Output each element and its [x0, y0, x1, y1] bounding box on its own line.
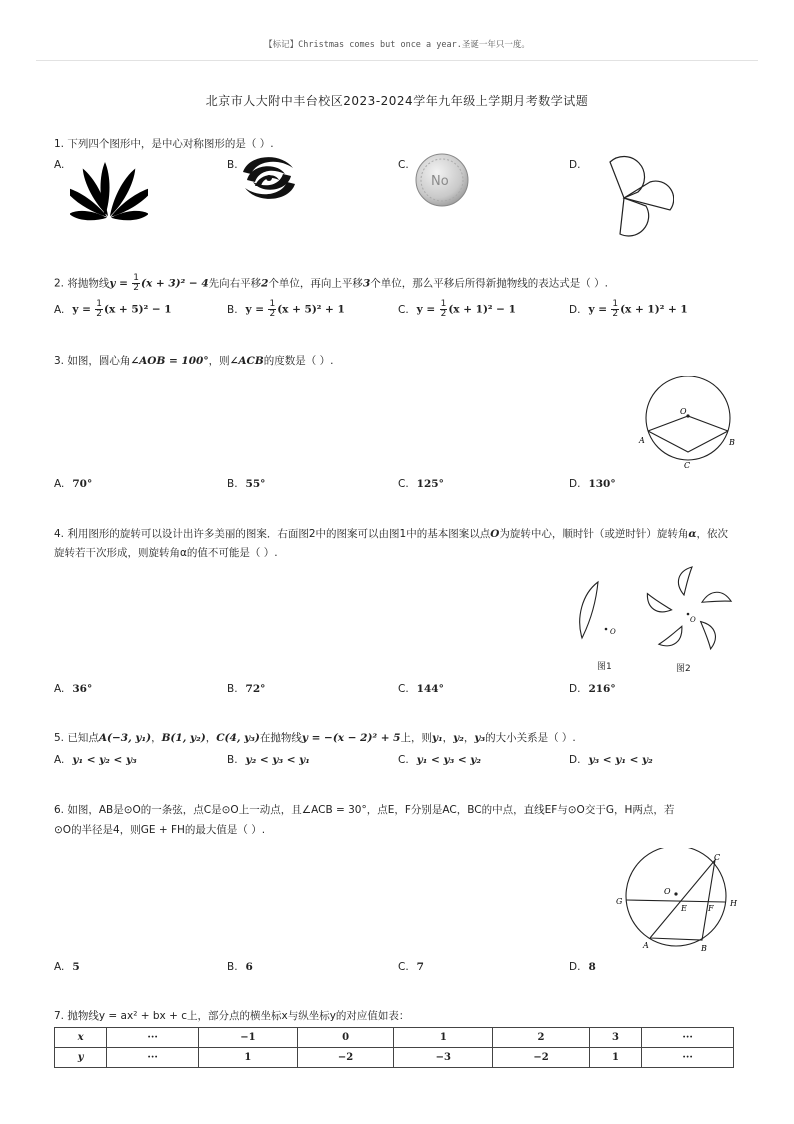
q5-option-b-value: y₂ < y₃ < y₁ [245, 754, 310, 766]
q2-option-d-label: D. [569, 303, 581, 316]
q2-option-a[interactable] [54, 300, 172, 319]
q2-option-b-fraction [268, 300, 276, 319]
q2-option-b-post: (x + 5)² + 1 [277, 303, 345, 316]
q5-option-b[interactable] [227, 754, 310, 766]
q6-label-f: F [708, 904, 714, 913]
q4-option-b[interactable] [227, 683, 265, 695]
q5-option-d[interactable] [569, 754, 653, 766]
q1-option-d-label: D. [569, 159, 581, 171]
q6-label-h: H [730, 899, 737, 908]
q4-line1-c: ，依次 [696, 528, 728, 540]
q2-option-b[interactable] [227, 300, 345, 319]
q6-option-d[interactable] [569, 961, 596, 973]
q6-option-c[interactable] [398, 961, 424, 973]
q3-circle-figure [636, 376, 746, 476]
q5-y3: y₃ [474, 732, 486, 744]
q3-option-b-value: 55° [245, 478, 266, 490]
q6-option-c-label: C. [398, 961, 409, 973]
table-cell: −3 [394, 1048, 493, 1068]
q2-option-d-fraction [611, 300, 619, 319]
q2-n2: 3 [362, 277, 371, 290]
table-cell: y [55, 1048, 107, 1068]
q2-option-c-frac-num: 1 [440, 299, 447, 309]
q5-point-c: C(4, y₃) [216, 732, 260, 744]
q3-option-c-value: 125° [416, 478, 444, 490]
q1-option-a-label: A. [54, 159, 65, 171]
q7-stem: 7. 抛物线y = ax² + bx + c上，部分点的横坐标x与纵坐标y的对应值如表： [54, 1010, 410, 1022]
table-cell: 1 [199, 1048, 298, 1068]
table-cell: −2 [297, 1048, 394, 1068]
q6-circle-figure [610, 848, 744, 958]
q5-sep3: ， [442, 732, 454, 744]
q2-option-b-frac-den: 2 [269, 309, 276, 319]
q2-stem-c: 个单位，再向上平移 [268, 277, 363, 290]
q4-stem-line2: 旋转若干次形成，则旋转角α的值不可能是（ ）. [54, 547, 278, 559]
q1-option-b-label: B. [227, 159, 238, 171]
q2-stem [54, 274, 608, 293]
q6-option-a-label: A. [54, 961, 65, 973]
q5-y1: y₁ [431, 732, 443, 744]
q4-figure-1 [572, 578, 632, 650]
q2-option-d-frac-num: 1 [612, 299, 619, 309]
q2-option-d-frac-den: 2 [612, 309, 619, 319]
q5-curve: y = −(x − 2)² + 5 [301, 732, 401, 744]
table-cell: 3 [589, 1028, 641, 1048]
q5-stem [54, 730, 576, 747]
q1-figure-d-pinwheel [588, 154, 674, 240]
coin-text: No [431, 174, 449, 189]
table-cell: ··· [107, 1028, 199, 1048]
q4-stem-line1 [54, 526, 728, 543]
q2-option-c-pre: y = [416, 303, 436, 316]
q4-option-a[interactable] [54, 683, 92, 695]
q1-option-c-label: C. [398, 159, 409, 171]
q5-option-a-value: y₁ < y₂ < y₃ [72, 754, 137, 766]
q3-label-a: A [639, 436, 645, 445]
table-cell: −2 [493, 1048, 590, 1068]
q5-option-a[interactable] [54, 754, 137, 766]
q3-label-o: O [680, 407, 687, 416]
table-cell: ··· [642, 1028, 734, 1048]
q2-option-c[interactable] [398, 300, 516, 319]
q2-stem-a: 2. 将抛物线 [54, 277, 110, 290]
q7-row-x [55, 1028, 734, 1048]
top-note: 【标记】Christmas comes but once a year.圣诞一年只一度。 [264, 40, 530, 50]
q1-figure-b-swirl-logo [240, 152, 298, 204]
q2-option-a-frac-num: 1 [96, 299, 102, 309]
q6-label-c: C [714, 853, 721, 862]
q3-stem [54, 353, 333, 370]
q1-stem: 1. 下列四个图形中，是中心对称图形的是（ ）. [54, 138, 274, 150]
q5-sep2: ， [205, 732, 217, 744]
q6-option-a[interactable] [54, 961, 80, 973]
q5-sep4: ， [463, 732, 475, 744]
q7-row-y [55, 1048, 734, 1068]
q3-option-b[interactable] [227, 478, 265, 490]
q2-option-b-label: B. [227, 303, 238, 316]
q6-option-d-value: 8 [588, 961, 596, 973]
q3-stem-b: ，则 [208, 355, 230, 367]
q2-option-c-label: C. [398, 303, 409, 316]
q3-option-d-value: 130° [588, 478, 616, 490]
q1-figure-c-coin [414, 152, 470, 208]
q4-fig2-o: O [690, 616, 696, 624]
q2-option-d-post: (x + 1)² + 1 [620, 303, 688, 316]
q4-option-a-value: 36° [72, 683, 93, 695]
q5-option-d-label: D. [569, 754, 581, 766]
q1-figure-a-fan-logo [70, 158, 148, 222]
q4-option-c-label: C. [398, 683, 409, 695]
q2-stem-d: 个单位，那么平移后所得新抛物线的表达式是（ ）. [370, 277, 608, 290]
q5-point-a: A(−3, y₁) [98, 732, 152, 744]
q3-option-c-label: C. [398, 478, 409, 490]
q2-option-c-fraction [440, 300, 448, 319]
q6-label-g: G [616, 897, 623, 906]
q5-option-c[interactable] [398, 754, 481, 766]
q2-frac-num: 1 [133, 273, 139, 283]
q4-option-c-value: 144° [416, 683, 444, 695]
q6-option-b[interactable] [227, 961, 253, 973]
q4-line1-a: 4. 利用图形的旋转可以设计出许多美丽的图案．右面图2中的图案可以由图1中的基本图案以点 [54, 528, 491, 540]
q4-option-b-label: B. [227, 683, 238, 695]
q3-option-b-label: B. [227, 478, 238, 490]
q4-alpha: α [688, 528, 697, 540]
table-cell: x [55, 1028, 107, 1048]
q6-label-o: O [664, 887, 671, 896]
q4-fig1-o: O [610, 628, 616, 636]
q6-option-b-value: 6 [245, 961, 253, 973]
q4-point-o: O [490, 528, 500, 540]
q4-fig1-caption: 图1 [597, 662, 612, 672]
q5-stem-b: 在抛物线 [259, 732, 302, 744]
q4-option-d-value: 216° [588, 683, 616, 695]
q5-sep1: ， [151, 732, 162, 744]
q2-stem-b: 先向右平移 [208, 277, 262, 290]
q5-stem-d: 的大小关系是（ ）. [485, 732, 576, 744]
q2-frac-den: 2 [133, 283, 139, 293]
q3-option-d[interactable] [569, 478, 616, 490]
q2-n1: 2 [261, 277, 269, 290]
q2-option-a-pre: y = [72, 303, 91, 316]
q2-option-a-label: A. [54, 303, 65, 316]
q2-option-a-fraction [95, 300, 103, 319]
q3-label-b: B [729, 438, 735, 447]
q2-option-a-post: (x + 5)² − 1 [103, 303, 172, 316]
q2-option-c-post: (x + 1)² − 1 [448, 303, 516, 316]
table-cell: ··· [107, 1048, 199, 1068]
q6-option-a-value: 5 [72, 961, 80, 973]
q3-option-a-value: 70° [72, 478, 93, 490]
q4-option-b-value: 72° [245, 683, 266, 695]
q5-stem-a: 5. 已知点 [54, 732, 99, 744]
q3-option-a[interactable] [54, 478, 92, 490]
q3-stem-c: 的度数是（ ）. [263, 355, 334, 367]
table-cell: 2 [493, 1028, 590, 1048]
q6-option-c-value: 7 [416, 961, 424, 973]
q4-line1-b: 为旋转中心，顺时针（或逆时针）旋转角 [499, 528, 689, 540]
q2-option-d[interactable] [569, 300, 688, 319]
q2-option-c-frac-den: 2 [440, 309, 447, 319]
header-divider [36, 60, 758, 61]
q6-stem-line2: ⊙O的半径是4，则GE + FH的最大值是（ ）. [54, 824, 266, 836]
q2-option-b-frac-num: 1 [269, 299, 276, 309]
q5-option-d-value: y₃ < y₁ < y₂ [588, 754, 653, 766]
q4-option-d-label: D. [569, 683, 581, 695]
q2-option-a-frac-den: 2 [96, 309, 102, 319]
q5-stem-c: 上，则 [400, 732, 432, 744]
q4-option-d[interactable] [569, 683, 616, 695]
q3-angle-aob: ∠AOB = 100° [130, 355, 209, 367]
q2-stem-expr-pre: y = [109, 277, 128, 290]
q2-stem-fraction [132, 274, 140, 293]
table-cell: 1 [589, 1048, 641, 1068]
q3-stem-a: 3. 如图，圆心角 [54, 355, 131, 367]
page-title: 北京市人大附中丰台校区2023-2024学年九年级上学期月考数学试题 [205, 94, 589, 108]
q5-y2: y₂ [453, 732, 464, 744]
q2-option-b-pre: y = [245, 303, 265, 316]
table-cell: −1 [199, 1028, 298, 1048]
q3-option-a-label: A. [54, 478, 65, 490]
q6-label-e: E [681, 904, 687, 913]
q5-option-a-label: A. [54, 754, 65, 766]
table-cell: 0 [297, 1028, 394, 1048]
table-cell: ··· [642, 1048, 734, 1068]
q7-value-table [54, 1027, 734, 1068]
q6-label-a: A [643, 941, 649, 950]
q6-label-b: B [701, 944, 707, 953]
q6-stem-line1: 6. 如图，AB是⊙O的一条弦，点C是⊙O上一动点，且∠ACB = 30°，点E，F分别是AC，BC的中点，直线EF与⊙O交于G，H两点，若 [54, 804, 675, 816]
q2-option-d-pre: y = [588, 303, 607, 316]
q3-label-c: C [684, 461, 691, 470]
q5-option-c-label: C. [398, 754, 409, 766]
q3-angle-acb: ∠ACB [229, 355, 264, 367]
table-cell: 1 [394, 1028, 493, 1048]
q2-stem-expr-post: (x + 3)² − 4 [141, 277, 209, 290]
q3-option-d-label: D. [569, 478, 581, 490]
q5-option-b-label: B. [227, 754, 238, 766]
q6-option-b-label: B. [227, 961, 238, 973]
q4-option-c[interactable] [398, 683, 444, 695]
q4-option-a-label: A. [54, 683, 65, 695]
q6-option-d-label: D. [569, 961, 581, 973]
q4-figure-2 [638, 566, 738, 656]
q5-point-b: B(1, y₂) [161, 732, 206, 744]
q5-option-c-value: y₁ < y₃ < y₂ [416, 754, 481, 766]
q4-fig2-caption: 图2 [676, 664, 691, 674]
q3-option-c[interactable] [398, 478, 444, 490]
